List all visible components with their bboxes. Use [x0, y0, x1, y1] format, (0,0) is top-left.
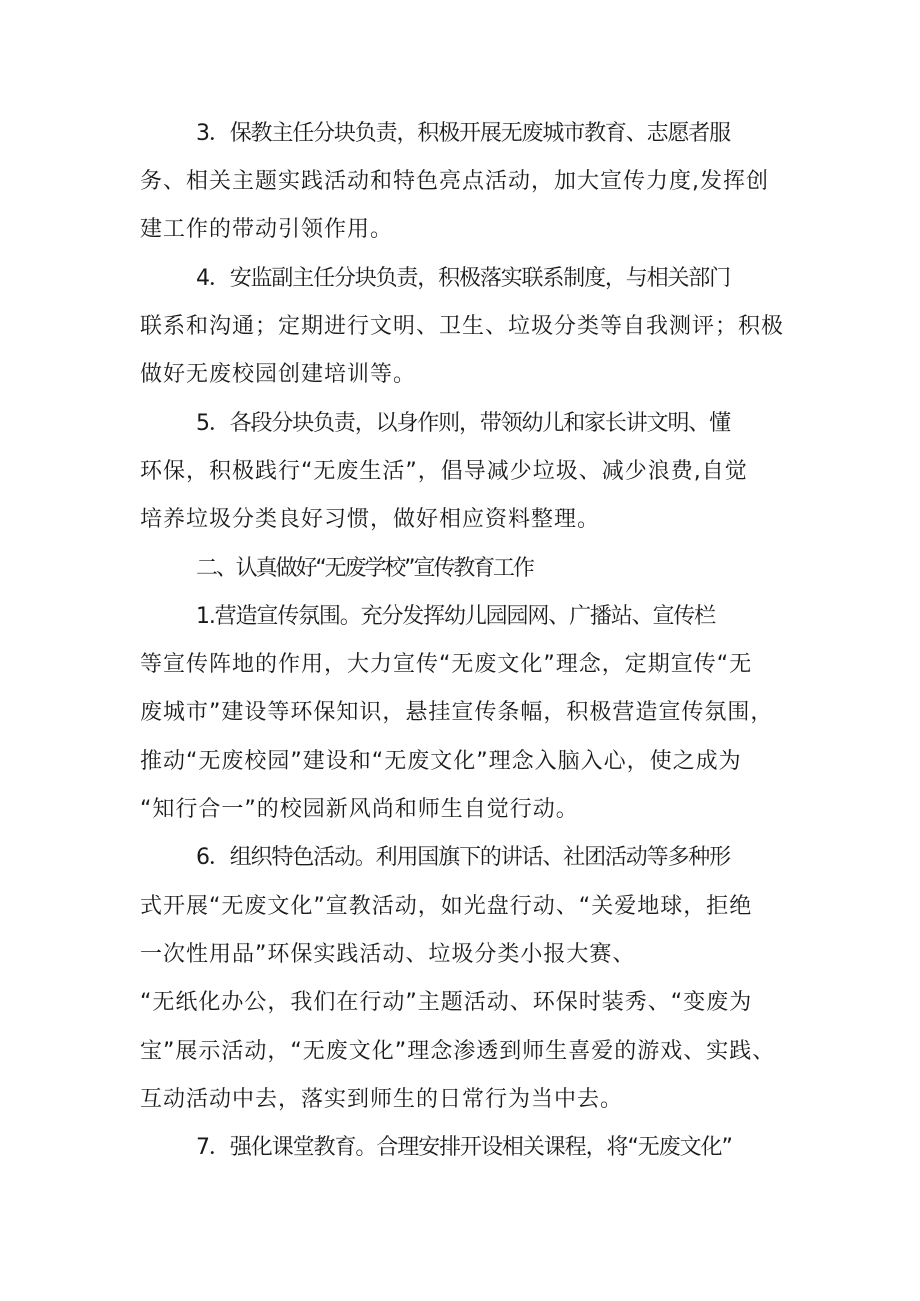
text-line: 务、相关主题实践活动和特色亮点活动，加大宣传力度,发挥创	[140, 169, 769, 194]
text-line: 二、认真做好“无废学校”宣传教育工作	[196, 556, 533, 581]
text-line: 做好无废校园创建培训等。	[140, 362, 417, 387]
text-line: 1.营造宣传氛围。充分发挥幼儿园园网、广播站、宣传栏	[196, 604, 715, 629]
text-line: 一次性用品”环保实践活动、垃圾分类小报大赛、	[140, 942, 636, 967]
text-line: 7．强化课堂教育。合理安排开设相关课程，将“无废文化”	[196, 1135, 732, 1160]
text-line: 建工作的带动引领作用。	[140, 217, 394, 242]
text-line: 宝”展示活动，“无废文化”理念渗透到师生喜爱的游戏、实践、	[140, 1039, 776, 1064]
text-line: “无纸化办公，我们在行动”主题活动、环保时装秀、“变废为	[140, 990, 753, 1015]
text-line: 等宣传阵地的作用，大力宣传“无废文化”理念，定期宣传“无	[140, 652, 753, 677]
text-line: 培养垃圾分类良好习惯，做好相应资料整理。	[140, 507, 601, 532]
text-line: 环保，积极践行“无废生活”，倡导减少垃圾、减少浪费,自觉	[140, 459, 748, 484]
text-line: 废城市”建设等环保知识，悬挂宣传条幅，积极营造宣传氛围，	[140, 700, 774, 725]
text-line: 3．保教主任分块负责，积极开展无废城市教育、志愿者服	[196, 121, 730, 146]
text-line: 式开展“无废文化”宣教活动，如光盘行动、“关爱地球，拒绝	[140, 894, 753, 919]
text-line: 5．各段分块负责，以身作则，带领幼儿和家长讲文明、懂	[196, 411, 730, 436]
text-line: 互动活动中去，落实到师生的日常行为当中去。	[140, 1087, 624, 1112]
text-line: 联系和沟通；定期进行文明、卫生、垃圾分类等自我测评；积极	[140, 314, 785, 339]
text-line: 6．组织特色活动。利用国旗下的讲话、社团活动等多种形	[196, 845, 730, 870]
text-line: 推动“无废校园”建设和“无废文化”理念入脑入心，使之成为	[140, 749, 742, 774]
text-line: “知行合一”的校园新风尚和师生自觉行动。	[140, 797, 579, 822]
text-line: 4．安监副主任分块负责，积极落实联系制度，与相关部门	[196, 266, 730, 291]
